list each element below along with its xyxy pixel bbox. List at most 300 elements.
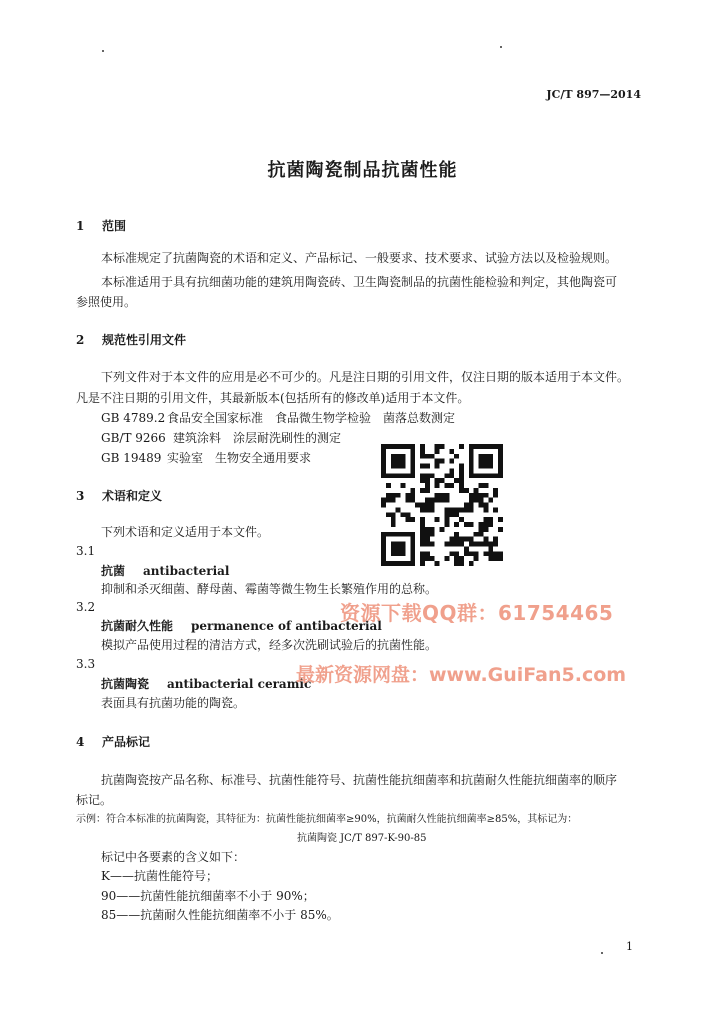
qr-module xyxy=(474,532,479,537)
qr-module xyxy=(425,527,430,532)
qr-module xyxy=(401,551,406,556)
qr-module xyxy=(410,473,415,478)
qr-module xyxy=(454,542,459,547)
qr-module xyxy=(391,551,396,556)
reference-code: GB/T 9266 xyxy=(101,431,166,445)
qr-module xyxy=(444,517,449,522)
qr-module xyxy=(410,561,415,566)
qr-module xyxy=(420,537,425,542)
section-2-heading xyxy=(76,331,186,348)
qr-module xyxy=(469,551,474,556)
section-title: 规范性引用文件 xyxy=(102,333,187,347)
qr-module xyxy=(401,464,406,469)
qr-module xyxy=(474,551,479,556)
qr-module xyxy=(488,556,493,561)
qr-module xyxy=(381,444,386,449)
qr-module xyxy=(488,473,493,478)
qr-module xyxy=(425,464,430,469)
qr-module xyxy=(410,532,415,537)
qr-module xyxy=(449,551,454,556)
qr-module xyxy=(396,493,401,498)
paragraph: 抗菌陶瓷按产品名称、标准号、抗菌性能符号、抗菌性能抗细菌率和抗菌耐久性能抗细菌率的顺序 xyxy=(101,773,618,787)
qr-module xyxy=(386,444,391,449)
qr-module xyxy=(488,551,493,556)
qr-module xyxy=(415,503,420,508)
qr-module xyxy=(396,532,401,537)
qr-module xyxy=(469,449,474,454)
qr-module xyxy=(488,444,493,449)
qr-module xyxy=(498,517,503,522)
qr-module xyxy=(401,459,406,464)
qr-module xyxy=(391,459,396,464)
qr-module xyxy=(430,503,435,508)
qr-module xyxy=(459,488,464,493)
qr-module xyxy=(420,503,425,508)
qr-module xyxy=(381,503,386,508)
term-heading xyxy=(101,675,311,692)
qr-module xyxy=(430,473,435,478)
qr-module xyxy=(405,532,410,537)
qr-module xyxy=(381,468,386,473)
qr-module xyxy=(386,512,391,517)
qr-module xyxy=(498,464,503,469)
reference-item xyxy=(101,409,455,426)
qr-module xyxy=(459,542,464,547)
qr-module xyxy=(488,498,493,503)
section-title: 范围 xyxy=(102,219,127,233)
qr-module xyxy=(420,464,425,469)
example-note: 示例：符合本标准的抗菌陶瓷，其特征为：抗菌性能抗细菌率≥90%，抗菌耐久性能抗细菌率≥85%，其标记为： xyxy=(76,814,578,825)
section-1-heading xyxy=(76,217,126,234)
watermark-qq-group: 资源下载QQ群：61754465 xyxy=(340,601,614,625)
qr-module xyxy=(386,473,391,478)
qr-module xyxy=(386,532,391,537)
term-chinese: 抗菌耐久性能 xyxy=(101,619,174,633)
qr-module xyxy=(435,464,440,469)
qr-module xyxy=(493,542,498,547)
qr-module xyxy=(444,542,449,547)
qr-module xyxy=(459,464,464,469)
qr-module xyxy=(469,542,474,547)
qr-module xyxy=(391,517,396,522)
qr-module xyxy=(381,542,386,547)
qr-module xyxy=(396,542,401,547)
qr-module xyxy=(498,551,503,556)
qr-module xyxy=(454,454,459,459)
qr-module xyxy=(459,468,464,473)
qr-module xyxy=(391,512,396,517)
qr-module xyxy=(493,551,498,556)
qr-module xyxy=(381,498,386,503)
qr-module xyxy=(444,507,449,512)
qr-module xyxy=(425,454,430,459)
qr-module xyxy=(479,522,484,527)
qr-module xyxy=(493,444,498,449)
qr-module xyxy=(430,454,435,459)
qr-module xyxy=(401,546,406,551)
qr-module xyxy=(459,556,464,561)
qr-module xyxy=(479,473,484,478)
qr-module xyxy=(454,561,459,566)
qr-module xyxy=(410,551,415,556)
qr-module xyxy=(435,449,440,454)
section-3-heading xyxy=(76,487,162,504)
qr-module xyxy=(479,498,484,503)
qr-module xyxy=(391,498,396,503)
qr-module xyxy=(381,464,386,469)
qr-module xyxy=(430,542,435,547)
qr-module xyxy=(474,556,479,561)
reference-name: 建筑涂料 涂层耐洗刷性的测定 xyxy=(173,431,342,445)
scan-speck xyxy=(102,50,104,52)
qr-module xyxy=(474,488,479,493)
qr-module xyxy=(425,537,430,542)
qr-module xyxy=(391,546,396,551)
qr-module xyxy=(493,473,498,478)
qr-module xyxy=(396,444,401,449)
qr-module xyxy=(435,517,440,522)
qr-module xyxy=(381,459,386,464)
qr-module xyxy=(435,493,440,498)
qr-module xyxy=(430,532,435,537)
qr-module xyxy=(430,556,435,561)
qr-module xyxy=(425,542,430,547)
qr-module xyxy=(459,517,464,522)
term-definition: 抑制和杀灭细菌、酵母菌、霉菌等微生物生长繁殖作用的总称。 xyxy=(101,582,438,596)
qr-module xyxy=(464,546,469,551)
qr-module xyxy=(449,483,454,488)
qr-module xyxy=(464,537,469,542)
qr-module xyxy=(410,444,415,449)
qr-module xyxy=(425,532,430,537)
qr-module xyxy=(454,537,459,542)
qr-module xyxy=(435,561,440,566)
qr-module xyxy=(498,444,503,449)
paragraph-continuation: 凡是不注日期的引用文件，其最新版本(包括所有的修改单)适用于本文件。 xyxy=(76,391,470,405)
qr-module xyxy=(464,522,469,527)
section-4-heading xyxy=(76,733,150,750)
qr-module xyxy=(459,478,464,483)
qr-module xyxy=(488,464,493,469)
term-heading xyxy=(101,562,229,579)
qr-module xyxy=(435,459,440,464)
term-english: permanence of antibacterial xyxy=(191,619,382,633)
qr-module xyxy=(440,478,445,483)
qr-module xyxy=(479,483,484,488)
paragraph-continuation: 标记。 xyxy=(76,793,113,807)
section-number: 4 xyxy=(76,735,85,749)
qr-module xyxy=(430,527,435,532)
qr-module xyxy=(469,444,474,449)
qr-module xyxy=(420,522,425,527)
qr-module xyxy=(401,454,406,459)
legend-item: 90——抗菌性能抗细菌率不小于 90%； xyxy=(101,889,315,903)
qr-module xyxy=(474,493,479,498)
qr-module xyxy=(483,503,488,508)
qr-module xyxy=(469,561,474,566)
qr-module xyxy=(420,473,425,478)
section-number: 2 xyxy=(76,333,85,347)
qr-module xyxy=(469,459,474,464)
qr-module xyxy=(444,493,449,498)
qr-module xyxy=(420,444,425,449)
qr-module xyxy=(464,488,469,493)
qr-module xyxy=(420,561,425,566)
legend-intro: 标记中各要素的含义如下： xyxy=(101,850,246,864)
qr-module xyxy=(483,542,488,547)
legend-item: K——抗菌性能符号； xyxy=(101,869,218,883)
qr-module xyxy=(479,464,484,469)
qr-module xyxy=(425,507,430,512)
qr-module xyxy=(488,454,493,459)
qr-module xyxy=(444,473,449,478)
qr-module xyxy=(420,551,425,556)
qr-module xyxy=(493,556,498,561)
qr-module xyxy=(420,556,425,561)
qr-module xyxy=(483,527,488,532)
reference-name: 实验室 生物安全通用要求 xyxy=(167,451,312,465)
qr-module xyxy=(488,542,493,547)
qr-module xyxy=(440,459,445,464)
qr-module xyxy=(435,498,440,503)
term-definition: 模拟产品使用过程的清洁方式，经多次洗刷试验后的抗菌性能。 xyxy=(101,638,438,652)
qr-module xyxy=(425,478,430,483)
paragraph: 下列文件对于本文件的应用是必不可少的。凡是注日期的引用文件，仅注日期的版本适用于本文件。 xyxy=(101,370,630,384)
qr-module xyxy=(444,512,449,517)
qr-module xyxy=(405,473,410,478)
qr-module xyxy=(381,473,386,478)
reference-code: GB 19489 xyxy=(101,451,162,465)
qr-module xyxy=(420,454,425,459)
qr-module xyxy=(386,483,391,488)
qr-module xyxy=(420,527,425,532)
qr-module xyxy=(386,493,391,498)
qr-module xyxy=(483,507,488,512)
qr-module xyxy=(410,488,415,493)
qr-module xyxy=(449,507,454,512)
qr-module xyxy=(469,522,474,527)
qr-module xyxy=(483,454,488,459)
qr-module xyxy=(440,444,445,449)
qr-module xyxy=(381,556,386,561)
qr-module xyxy=(483,537,488,542)
paragraph: 下列术语和定义适用于本文件。 xyxy=(101,525,270,539)
qr-module xyxy=(381,532,386,537)
qr-module xyxy=(459,561,464,566)
qr-module xyxy=(449,542,454,547)
qr-module xyxy=(405,493,410,498)
qr-module xyxy=(479,532,484,537)
qr-module xyxy=(410,464,415,469)
qr-module xyxy=(474,473,479,478)
qr-module xyxy=(444,556,449,561)
qr-module xyxy=(391,493,396,498)
qr-module xyxy=(479,454,484,459)
qr-module xyxy=(483,551,488,556)
qr-module xyxy=(401,444,406,449)
paragraph-continuation: 参照使用。 xyxy=(76,295,137,309)
qr-module xyxy=(410,546,415,551)
qr-module xyxy=(410,517,415,522)
qr-module xyxy=(488,546,493,551)
qr-module xyxy=(410,459,415,464)
qr-module xyxy=(420,478,425,483)
section-number: 3 xyxy=(76,489,85,503)
qr-module xyxy=(464,507,469,512)
qr-module xyxy=(444,498,449,503)
qr-module xyxy=(488,517,493,522)
qr-module xyxy=(449,473,454,478)
qr-module xyxy=(493,493,498,498)
qr-module xyxy=(386,561,391,566)
qr-module xyxy=(459,507,464,512)
term-chinese: 抗菌 xyxy=(101,564,126,578)
qr-module xyxy=(459,444,464,449)
qr-module xyxy=(420,488,425,493)
qr-module xyxy=(396,459,401,464)
qr-module xyxy=(425,556,430,561)
qr-module xyxy=(469,468,474,473)
term-english: antibacterial xyxy=(143,564,230,578)
qr-module xyxy=(479,493,484,498)
qr-module xyxy=(430,498,435,503)
qr-module xyxy=(410,498,415,503)
qr-module xyxy=(396,464,401,469)
qr-module xyxy=(391,454,396,459)
qr-module xyxy=(469,454,474,459)
qr-module xyxy=(493,537,498,542)
qr-module xyxy=(410,537,415,542)
qr-module xyxy=(425,483,430,488)
qr-module xyxy=(469,464,474,469)
qr-module xyxy=(420,532,425,537)
qr-module xyxy=(391,464,396,469)
section-number: 1 xyxy=(76,219,85,233)
qr-module xyxy=(396,551,401,556)
qr-module xyxy=(483,483,488,488)
qr-module xyxy=(498,459,503,464)
qr-module xyxy=(410,449,415,454)
qr-module xyxy=(498,556,503,561)
qr-module xyxy=(391,444,396,449)
qr-module xyxy=(454,512,459,517)
qr-module xyxy=(435,444,440,449)
qr-module xyxy=(459,483,464,488)
qr-module xyxy=(483,464,488,469)
qr-module xyxy=(405,444,410,449)
qr-module xyxy=(444,522,449,527)
watermark-website: 最新资源网盘：www.GuiFan5.com xyxy=(296,664,627,686)
qr-module xyxy=(420,542,425,547)
qr-module xyxy=(381,537,386,542)
qr-module xyxy=(420,449,425,454)
qr-module xyxy=(498,473,503,478)
page-number: 1 xyxy=(626,940,633,953)
qr-module xyxy=(425,551,430,556)
qr-module xyxy=(488,522,493,527)
qr-module xyxy=(410,556,415,561)
scan-speck xyxy=(601,952,603,954)
term-number: 3.1 xyxy=(76,544,96,558)
qr-module xyxy=(410,468,415,473)
qr-module xyxy=(381,561,386,566)
qr-module xyxy=(381,551,386,556)
qr-module xyxy=(401,542,406,547)
qr-module xyxy=(391,542,396,547)
qr-module xyxy=(454,532,459,537)
qr-module xyxy=(469,473,474,478)
qr-module xyxy=(474,542,479,547)
qr-module xyxy=(469,507,474,512)
qr-code-graphic xyxy=(381,444,503,566)
qr-module xyxy=(396,561,401,566)
qr-module xyxy=(444,483,449,488)
qr-module xyxy=(391,473,396,478)
qr-module xyxy=(425,488,430,493)
qr-module xyxy=(474,444,479,449)
qr-module xyxy=(498,527,503,532)
qr-module xyxy=(391,532,396,537)
qr-module xyxy=(483,522,488,527)
qr-module xyxy=(454,507,459,512)
qr-module xyxy=(449,468,454,473)
qr-module xyxy=(391,561,396,566)
qr-module xyxy=(396,546,401,551)
qr-module xyxy=(479,503,484,508)
qr-module xyxy=(469,537,474,542)
qr-module xyxy=(405,498,410,503)
qr-module xyxy=(381,454,386,459)
qr-module xyxy=(410,454,415,459)
qr-module xyxy=(410,542,415,547)
term-definition: 表面具有抗菌功能的陶瓷。 xyxy=(101,696,246,710)
qr-module xyxy=(381,449,386,454)
qr-module xyxy=(435,478,440,483)
qr-module xyxy=(449,459,454,464)
qr-module xyxy=(474,498,479,503)
qr-module xyxy=(479,459,484,464)
section-title: 术语和定义 xyxy=(102,489,163,503)
reference-code: GB 4789.2 xyxy=(101,411,166,425)
qr-module xyxy=(401,483,406,488)
qr-module xyxy=(420,517,425,522)
qr-code-image xyxy=(381,444,503,566)
qr-module xyxy=(381,546,386,551)
qr-module xyxy=(493,488,498,493)
qr-module xyxy=(454,522,459,527)
legend-item: 85——抗菌耐久性能抗细菌率不小于 85%。 xyxy=(101,908,339,922)
paragraph: 本标准规定了抗菌陶瓷的术语和定义、产品标记、一般要求、技术要求、试验方法以及检验规则。 xyxy=(101,251,618,265)
qr-module xyxy=(469,503,474,508)
qr-module xyxy=(405,561,410,566)
qr-module xyxy=(396,454,401,459)
qr-module xyxy=(405,512,410,517)
example-mark: 抗菌陶瓷 JC/T 897-K-90-85 xyxy=(297,833,427,844)
qr-module xyxy=(435,483,440,488)
qr-module xyxy=(401,512,406,517)
term-english: antibacterial ceramic xyxy=(167,677,312,691)
qr-module xyxy=(410,493,415,498)
scan-speck xyxy=(500,46,502,48)
qr-module xyxy=(391,522,396,527)
qr-module xyxy=(449,537,454,542)
qr-module xyxy=(401,561,406,566)
qr-module xyxy=(401,532,406,537)
reference-name: 食品安全国家标准 食品微生物学检验 菌落总数测定 xyxy=(167,411,456,425)
qr-module xyxy=(498,468,503,473)
qr-module xyxy=(425,503,430,508)
term-number: 3.3 xyxy=(76,657,96,671)
